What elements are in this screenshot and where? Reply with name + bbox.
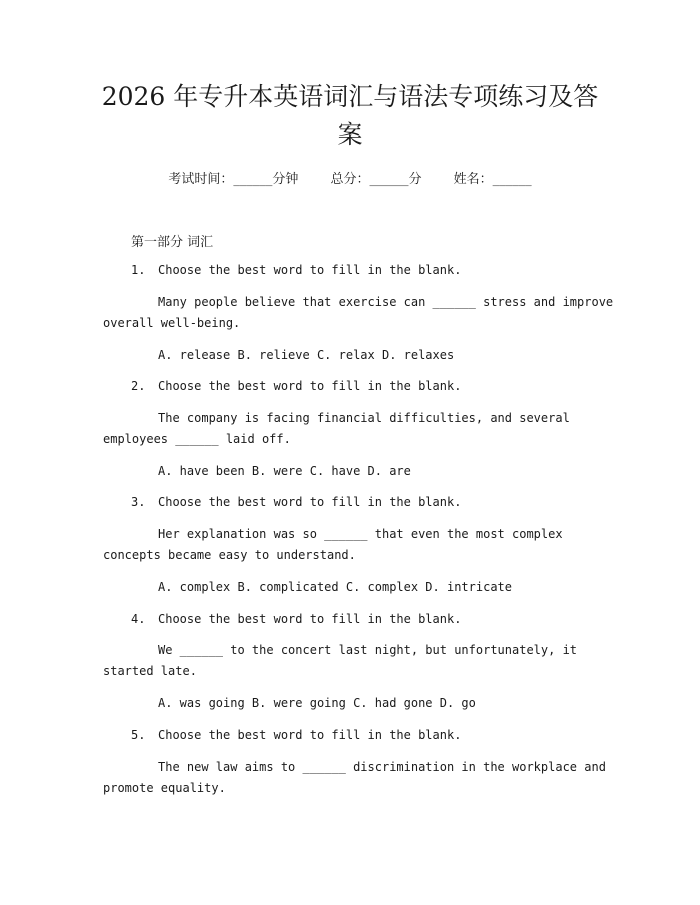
question-sentence-line-1: Many people believe that exercise can ______ stress and improve — [158, 295, 614, 309]
question-sentence-line-2: employees ______ laid off. — [103, 432, 291, 446]
question-sentence-line-1: The company is facing financial difficulties, and several — [158, 411, 570, 425]
title-line-2: 案 — [337, 120, 363, 149]
question-instruction: Choose the best word to fill in the blank. — [158, 612, 462, 626]
question-options: A. complex B. complicated C. complex D. intricate — [158, 580, 513, 594]
section-heading-vocabulary: 第一部分 词汇 — [131, 235, 214, 250]
question-instruction: Choose the best word to fill in the blank. — [158, 728, 462, 742]
question-instruction: Choose the best word to fill in the blank. — [158, 495, 462, 509]
question-options: A. have been B. were C. have D. are — [158, 464, 411, 478]
question-number: 5. — [131, 728, 146, 742]
question-number: 1. — [131, 263, 146, 277]
question-sentence-line-1: Her explanation was so ______ that even the most complex — [158, 527, 563, 541]
question-options: A. release B. relieve C. relax D. relaxes — [158, 348, 455, 362]
question-sentence-line-2: promote equality. — [103, 781, 226, 795]
exam-meta — [0, 168, 700, 187]
question-number: 3. — [131, 495, 146, 509]
exam-time-field: 考试时间：______分钟 — [168, 172, 299, 187]
question-instruction: Choose the best word to fill in the blank. — [158, 379, 462, 393]
question-instruction: Choose the best word to fill in the blank. — [158, 263, 462, 277]
total-score-field: 总分：______分 — [330, 172, 422, 187]
question-sentence-line-1: We ______ to the concert last night, but unfortunately, it — [158, 643, 578, 657]
question-sentence-line-2: concepts became easy to understand. — [103, 548, 356, 562]
question-sentence-line-1: The new law aims to ______ discrimination in the workplace and — [158, 760, 606, 774]
question-number: 4. — [131, 612, 146, 626]
question-sentence-line-2: overall well-being. — [103, 316, 241, 330]
name-field: 姓名：______ — [453, 172, 532, 187]
question-number: 2. — [131, 379, 146, 393]
document-title — [90, 78, 610, 154]
question-options: A. was going B. were going C. had gone D. go — [158, 696, 476, 710]
title-line-1: 2026 年专升本英语词汇与语法专项练习及答 — [101, 82, 599, 111]
question-sentence-line-2: started late. — [103, 664, 197, 678]
